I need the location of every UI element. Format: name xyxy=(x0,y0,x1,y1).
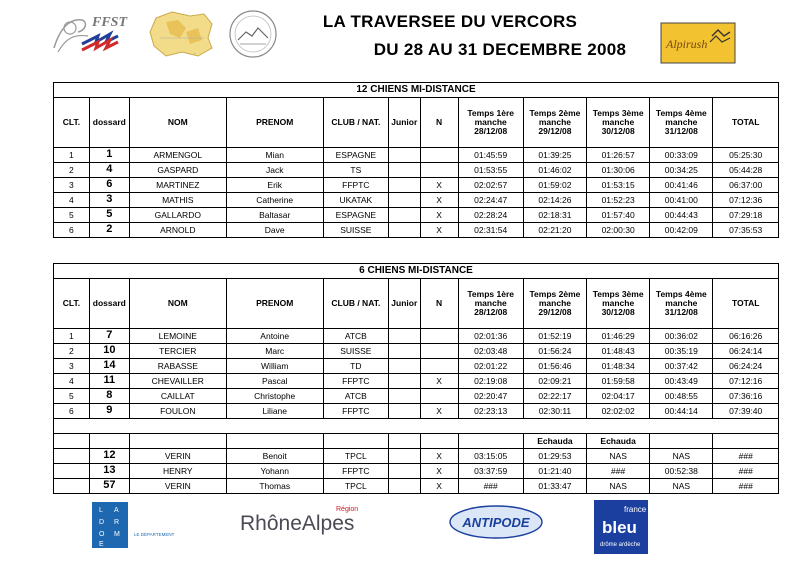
cell-m3: NAS xyxy=(587,479,650,494)
cell-prenom: Catherine xyxy=(226,193,323,208)
column-header-clt: CLT. xyxy=(54,98,90,148)
rhonealpes-region-text: Région xyxy=(336,506,359,513)
cell-dossard: 2 xyxy=(89,223,129,238)
cell-m1: 02:19:08 xyxy=(458,374,523,389)
cell-m1: 03:37:59 xyxy=(458,464,523,479)
cell-clt xyxy=(54,449,90,464)
antipode-text: ANTIPODE xyxy=(462,515,530,530)
cell-club: FFPTC xyxy=(323,464,388,479)
cell-m2: 01:33:47 xyxy=(523,479,586,494)
cell-prenom: Yohann xyxy=(226,464,323,479)
column-header-row xyxy=(54,279,779,329)
cell-m4: 00:48:55 xyxy=(650,389,713,404)
cell-m1: ### xyxy=(458,479,523,494)
table-row xyxy=(54,178,779,193)
subheader-m1 xyxy=(458,434,523,449)
cell-m2: 02:18:31 xyxy=(523,208,586,223)
cell-junior xyxy=(389,359,421,374)
cell-m4: 00:52:38 xyxy=(650,464,713,479)
results-table-6-chiens xyxy=(53,263,779,494)
subheader-m2: Echauda xyxy=(523,434,586,449)
cell-junior xyxy=(389,163,421,178)
france-bleu-logo xyxy=(594,500,648,554)
ffst-text: FFST xyxy=(92,15,128,30)
cell-nom: VERIN xyxy=(129,479,226,494)
cell-n: X xyxy=(420,464,458,479)
cell-m4: 00:33:09 xyxy=(650,148,713,163)
cell-club: ESPAGNE xyxy=(323,208,388,223)
page-title: LA TRAVERSEE DU VERCORS xyxy=(322,12,578,31)
subheader-club xyxy=(323,434,388,449)
subheader-total xyxy=(713,434,779,449)
table-row xyxy=(54,374,779,389)
drome-letter: L xyxy=(99,507,103,514)
subheader-row xyxy=(54,434,779,449)
cell-club: ATCB xyxy=(323,329,388,344)
cell-m2: 02:14:26 xyxy=(523,193,586,208)
bleu-sub-text: drôme ardèche xyxy=(600,542,641,548)
cell-junior xyxy=(389,464,421,479)
cell-nom: HENRY xyxy=(129,464,226,479)
region-map-logo xyxy=(142,8,220,60)
cell-nom: GASPARD xyxy=(129,163,226,178)
drome-letter: A xyxy=(114,507,119,514)
column-header-m2: Temps 2ème manche 29/12/08 xyxy=(523,279,586,329)
column-header-clt: CLT. xyxy=(54,279,90,329)
column-header-m2: Temps 2ème manche 29/12/08 xyxy=(523,98,586,148)
cell-n: X xyxy=(420,404,458,419)
cell-prenom: Erik xyxy=(226,178,323,193)
cell-club: TPCL xyxy=(323,449,388,464)
cell-club: SUISSE xyxy=(323,344,388,359)
cell-dossard: 6 xyxy=(89,178,129,193)
cell-clt: 4 xyxy=(54,374,90,389)
cell-dossard: 4 xyxy=(89,163,129,178)
cell-m3: 01:52:23 xyxy=(587,193,650,208)
cell-m2: 01:21:40 xyxy=(523,464,586,479)
cell-n: X xyxy=(420,178,458,193)
cell-dossard: 3 xyxy=(89,193,129,208)
column-header-m1: Temps 1ère manche 28/12/08 xyxy=(458,98,523,148)
ffst-logo xyxy=(48,8,128,60)
cell-m1: 02:23:13 xyxy=(458,404,523,419)
cell-club: FFPTC xyxy=(323,374,388,389)
cell-m2: 01:39:25 xyxy=(523,148,586,163)
cell-total: 07:39:40 xyxy=(713,404,779,419)
drome-departement-logo xyxy=(92,502,178,548)
cell-m1: 02:31:54 xyxy=(458,223,523,238)
cell-junior xyxy=(389,449,421,464)
table-row xyxy=(54,193,779,208)
cell-nom: ARNOLD xyxy=(129,223,226,238)
cell-m1: 02:20:47 xyxy=(458,389,523,404)
cell-m4: 00:41:00 xyxy=(650,193,713,208)
cell-m2: 02:30:11 xyxy=(523,404,586,419)
event-dates: DU 28 AU 31 DECEMBRE 2008 xyxy=(373,40,627,59)
cell-n: X xyxy=(420,479,458,494)
subheader-clt xyxy=(54,434,90,449)
column-header-m3: Temps 3ème manche 30/12/08 xyxy=(587,98,650,148)
column-header-junior: Junior xyxy=(389,279,421,329)
cell-m4: NAS xyxy=(650,449,713,464)
cell-m2: 01:56:46 xyxy=(523,359,586,374)
cell-total: 06:24:14 xyxy=(713,344,779,359)
table-row xyxy=(54,344,779,359)
cell-m1: 01:53:55 xyxy=(458,163,523,178)
cell-dossard: 13 xyxy=(89,464,129,479)
category-row xyxy=(54,83,779,98)
cell-m3: 01:30:06 xyxy=(587,163,650,178)
cell-club: FFPTC xyxy=(323,404,388,419)
cell-m1: 02:24:47 xyxy=(458,193,523,208)
antipode-logo xyxy=(448,504,544,540)
cell-nom: FOULON xyxy=(129,404,226,419)
cell-clt: 2 xyxy=(54,163,90,178)
cell-dossard: 9 xyxy=(89,404,129,419)
cell-m4: 00:44:14 xyxy=(650,404,713,419)
cell-clt: 1 xyxy=(54,148,90,163)
cell-junior xyxy=(389,374,421,389)
cell-n xyxy=(420,359,458,374)
cell-club: TD xyxy=(323,359,388,374)
cell-prenom: Pascal xyxy=(226,374,323,389)
cell-nom: LEMOINE xyxy=(129,329,226,344)
cell-m2: 01:29:53 xyxy=(523,449,586,464)
cell-m4: 00:42:09 xyxy=(650,223,713,238)
cell-dossard: 10 xyxy=(89,344,129,359)
cell-total: 07:12:36 xyxy=(713,193,779,208)
cell-prenom: Benoit xyxy=(226,449,323,464)
cell-junior xyxy=(389,389,421,404)
cell-m4: 00:35:19 xyxy=(650,344,713,359)
cell-m3: NAS xyxy=(587,449,650,464)
cell-club: SUISSE xyxy=(323,223,388,238)
subheader-prenom xyxy=(226,434,323,449)
cell-n xyxy=(420,148,458,163)
cell-n: X xyxy=(420,208,458,223)
cell-clt: 2 xyxy=(54,344,90,359)
cell-nom: TERCIER xyxy=(129,344,226,359)
table-row xyxy=(54,208,779,223)
cell-m4: 00:41:46 xyxy=(650,178,713,193)
cell-clt: 5 xyxy=(54,389,90,404)
table-row xyxy=(54,223,779,238)
column-header-total: TOTAL xyxy=(713,279,779,329)
cell-clt: 5 xyxy=(54,208,90,223)
drome-dept-text: LE DÉPARTEMENT xyxy=(134,532,175,537)
cell-clt: 1 xyxy=(54,329,90,344)
column-header-n: N xyxy=(420,279,458,329)
bleu-text: bleu xyxy=(602,518,637,537)
column-header-junior: Junior xyxy=(389,98,421,148)
cell-n xyxy=(420,389,458,404)
cell-clt: 6 xyxy=(54,404,90,419)
cell-clt: 4 xyxy=(54,193,90,208)
cell-total: 05:44:28 xyxy=(713,163,779,178)
cell-total: 07:12:16 xyxy=(713,374,779,389)
cell-prenom: Liliane xyxy=(226,404,323,419)
table-row xyxy=(54,479,779,494)
drome-letter: O xyxy=(99,531,105,538)
cell-total: ### xyxy=(713,479,779,494)
table-row xyxy=(54,404,779,419)
cell-m4: 00:36:02 xyxy=(650,329,713,344)
cell-m4: 00:44:43 xyxy=(650,208,713,223)
table-row xyxy=(54,389,779,404)
drome-letter: E xyxy=(99,541,104,548)
cell-n xyxy=(420,344,458,359)
cell-nom: GALLARDO xyxy=(129,208,226,223)
cell-nom: RABASSE xyxy=(129,359,226,374)
spacer-cell xyxy=(54,419,779,434)
cell-m3: 01:46:29 xyxy=(587,329,650,344)
column-header-n: N xyxy=(420,98,458,148)
cell-dossard: 8 xyxy=(89,389,129,404)
club-round-logo xyxy=(226,8,280,60)
cell-total: ### xyxy=(713,449,779,464)
cell-total: 06:24:24 xyxy=(713,359,779,374)
category-title: 6 CHIENS MI-DISTANCE xyxy=(54,264,779,279)
cell-total: ### xyxy=(713,464,779,479)
column-header-nom: NOM xyxy=(129,279,226,329)
subheader-n xyxy=(420,434,458,449)
cell-m4: NAS xyxy=(650,479,713,494)
subheader-junior xyxy=(389,434,421,449)
cell-club: TPCL xyxy=(323,479,388,494)
table-row xyxy=(54,329,779,344)
cell-dossard: 5 xyxy=(89,208,129,223)
cell-prenom: Thomas xyxy=(226,479,323,494)
cell-n xyxy=(420,163,458,178)
column-header-club: CLUB / NAT. xyxy=(323,279,388,329)
cell-prenom: Marc xyxy=(226,344,323,359)
table-row xyxy=(54,163,779,178)
cell-m3: 01:59:58 xyxy=(587,374,650,389)
subheader-m4 xyxy=(650,434,713,449)
cell-n: X xyxy=(420,223,458,238)
cell-m4: 00:34:25 xyxy=(650,163,713,178)
cell-dossard: 14 xyxy=(89,359,129,374)
cell-m3: 01:48:43 xyxy=(587,344,650,359)
table-row xyxy=(54,359,779,374)
cell-m1: 02:01:36 xyxy=(458,329,523,344)
cell-m1: 02:01:22 xyxy=(458,359,523,374)
cell-prenom: Jack xyxy=(226,163,323,178)
rhonealpes-logo xyxy=(240,502,370,542)
cell-m3: 01:53:15 xyxy=(587,178,650,193)
cell-dossard: 12 xyxy=(89,449,129,464)
cell-prenom: Baltasar xyxy=(226,208,323,223)
cell-m3: 02:02:02 xyxy=(587,404,650,419)
category-title: 12 CHIENS MI-DISTANCE xyxy=(54,83,779,98)
cell-junior xyxy=(389,329,421,344)
drome-letter: R xyxy=(114,519,120,526)
cell-nom: MATHIS xyxy=(129,193,226,208)
cell-dossard: 11 xyxy=(89,374,129,389)
cell-m3: 02:04:17 xyxy=(587,389,650,404)
cell-junior xyxy=(389,223,421,238)
cell-clt: 3 xyxy=(54,178,90,193)
cell-total: 07:29:18 xyxy=(713,208,779,223)
cell-total: 06:16:26 xyxy=(713,329,779,344)
column-header-prenom: PRENOM xyxy=(226,279,323,329)
table-row xyxy=(54,148,779,163)
cell-total: 07:36:16 xyxy=(713,389,779,404)
cell-club: ESPAGNE xyxy=(323,148,388,163)
drome-letter: D xyxy=(99,519,105,526)
cell-nom: VERIN xyxy=(129,449,226,464)
cell-m3: 02:00:30 xyxy=(587,223,650,238)
cell-m4: 00:43:49 xyxy=(650,374,713,389)
cell-m1: 02:02:57 xyxy=(458,178,523,193)
cell-n: X xyxy=(420,374,458,389)
cell-clt: 3 xyxy=(54,359,90,374)
column-header-dossard: dossard xyxy=(89,98,129,148)
subheader-dossard xyxy=(89,434,129,449)
cell-clt: 6 xyxy=(54,223,90,238)
cell-m1: 02:03:48 xyxy=(458,344,523,359)
cell-n xyxy=(420,329,458,344)
alpirush-text: Alpirush xyxy=(666,37,708,51)
cell-m2: 01:56:24 xyxy=(523,344,586,359)
drome-letter: M xyxy=(114,531,120,538)
cell-junior xyxy=(389,178,421,193)
cell-junior xyxy=(389,404,421,419)
cell-club: TS xyxy=(323,163,388,178)
spacer-row xyxy=(54,419,779,434)
column-header-nom: NOM xyxy=(129,98,226,148)
cell-total: 07:35:53 xyxy=(713,223,779,238)
cell-nom: ARMENGOL xyxy=(129,148,226,163)
column-header-m4: Temps 4ème manche 31/12/08 xyxy=(650,98,713,148)
cell-m3: ### xyxy=(587,464,650,479)
cell-nom: CAILLAT xyxy=(129,389,226,404)
cell-junior xyxy=(389,479,421,494)
column-header-m4: Temps 4ème manche 31/12/08 xyxy=(650,279,713,329)
cell-nom: MARTINEZ xyxy=(129,178,226,193)
column-header-club: CLUB / NAT. xyxy=(323,98,388,148)
cell-prenom: Dave xyxy=(226,223,323,238)
cell-m3: 01:57:40 xyxy=(587,208,650,223)
cell-total: 06:37:00 xyxy=(713,178,779,193)
cell-dossard: 1 xyxy=(89,148,129,163)
svg-text:.: . xyxy=(194,50,196,56)
cell-total: 05:25:30 xyxy=(713,148,779,163)
cell-m3: 01:26:57 xyxy=(587,148,650,163)
table-row xyxy=(54,464,779,479)
alpirush-logo xyxy=(660,22,736,64)
cell-junior xyxy=(389,193,421,208)
cell-junior xyxy=(389,208,421,223)
cell-m2: 02:21:20 xyxy=(523,223,586,238)
cell-m2: 01:59:02 xyxy=(523,178,586,193)
cell-junior xyxy=(389,148,421,163)
cell-club: FFPTC xyxy=(323,178,388,193)
cell-club: UKATAK xyxy=(323,193,388,208)
column-header-m3: Temps 3ème manche 30/12/08 xyxy=(587,279,650,329)
subheader-m3: Echauda xyxy=(587,434,650,449)
cell-clt xyxy=(54,464,90,479)
cell-m2: 02:22:17 xyxy=(523,389,586,404)
column-header-total: TOTAL xyxy=(713,98,779,148)
cell-club: ATCB xyxy=(323,389,388,404)
table-row xyxy=(54,449,779,464)
cell-nom: CHEVAILLER xyxy=(129,374,226,389)
cell-m1: 03:15:05 xyxy=(458,449,523,464)
category-row xyxy=(54,264,779,279)
column-header-row xyxy=(54,98,779,148)
cell-m2: 01:52:19 xyxy=(523,329,586,344)
cell-dossard: 57 xyxy=(89,479,129,494)
cell-m3: 01:48:34 xyxy=(587,359,650,374)
subheader-nom xyxy=(129,434,226,449)
cell-prenom: Mian xyxy=(226,148,323,163)
column-header-prenom: PRENOM xyxy=(226,98,323,148)
cell-prenom: Antoine xyxy=(226,329,323,344)
bleu-france-text: france xyxy=(624,505,647,514)
cell-n: X xyxy=(420,449,458,464)
rhonealpes-text: RhôneAlpes xyxy=(240,512,355,535)
cell-m1: 01:45:59 xyxy=(458,148,523,163)
cell-m2: 01:46:02 xyxy=(523,163,586,178)
cell-clt xyxy=(54,479,90,494)
cell-prenom: Christophe xyxy=(226,389,323,404)
cell-m1: 02:28:24 xyxy=(458,208,523,223)
column-header-dossard: dossard xyxy=(89,279,129,329)
cell-m2: 02:09:21 xyxy=(523,374,586,389)
results-table-12-chiens xyxy=(53,82,779,238)
cell-m4: 00:37:42 xyxy=(650,359,713,374)
cell-dossard: 7 xyxy=(89,329,129,344)
cell-prenom: William xyxy=(226,359,323,374)
column-header-m1: Temps 1ère manche 28/12/08 xyxy=(458,279,523,329)
cell-n: X xyxy=(420,193,458,208)
cell-junior xyxy=(389,344,421,359)
